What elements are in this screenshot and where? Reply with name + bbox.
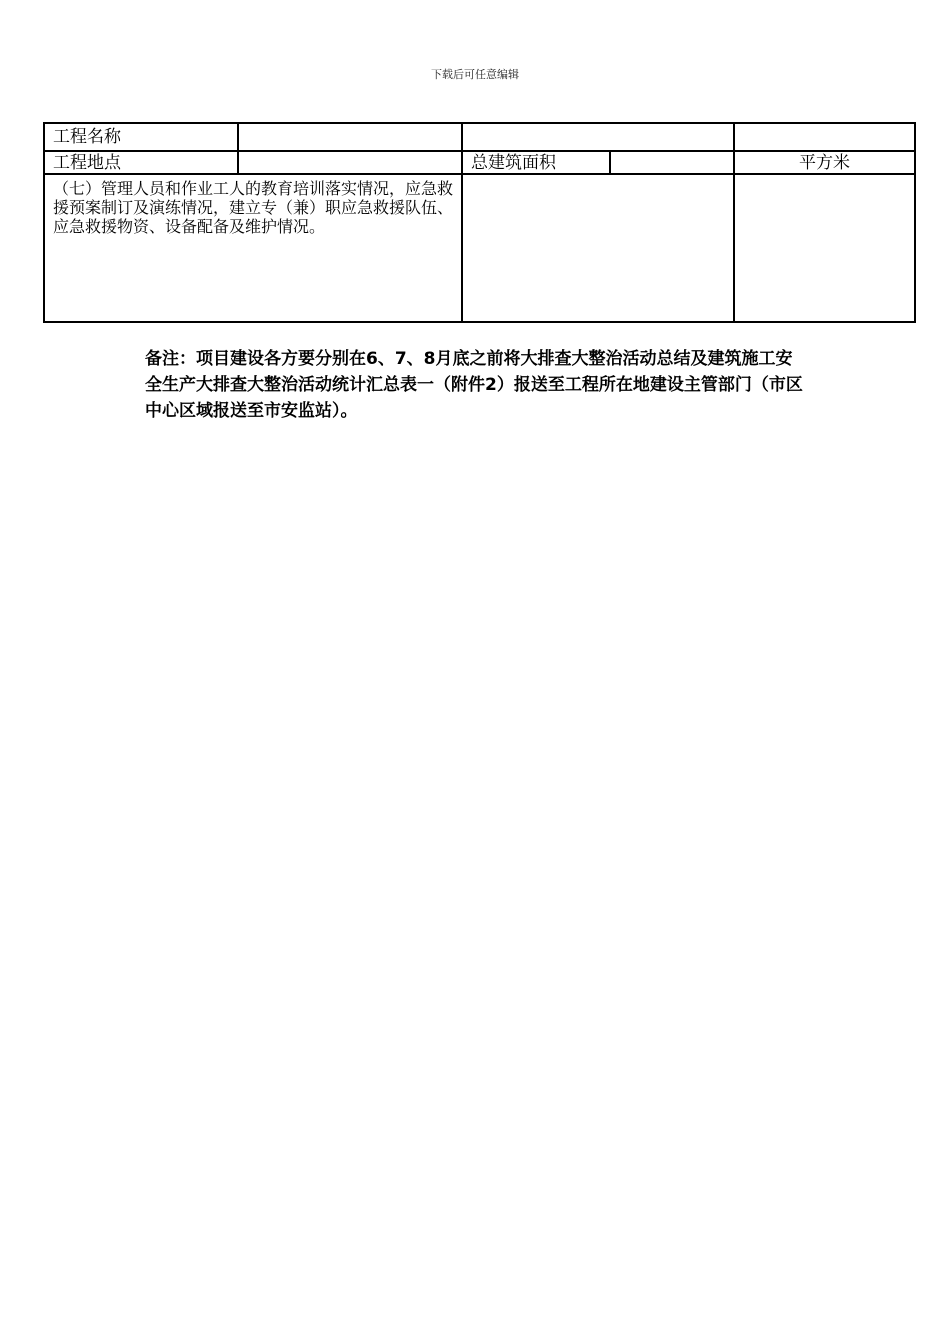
project-info-table: [43, 122, 916, 323]
project-location-value[interactable]: [238, 151, 462, 174]
table-row: [44, 123, 915, 151]
page-header-note: 下载后可任意编辑: [431, 68, 519, 81]
table-row: [44, 151, 915, 174]
item7-text: （七）管理人员和作业工人的教育培训落实情况，应急救援预案制订及演练情况，建立专（兼）职应急救援队伍、应急救援物资、设备配备及维护情况。: [53, 179, 454, 236]
project-location-label: 工程地点: [44, 151, 238, 174]
project-name-label: 工程名称: [44, 123, 238, 151]
remark-note: 备注：项目建设各方要分别在6、7、8月底之前将大排查大整治活动总结及建筑施工安全生产大排查大整治活动统计汇总表一（附件2）报送至工程所在地建设主管部门（市区中心区域报送至市安监站）。: [145, 349, 803, 421]
item7-col2-cell[interactable]: [462, 174, 734, 322]
total-area-label: 总建筑面积: [462, 151, 610, 174]
row1-col3-cell[interactable]: [462, 123, 734, 151]
table-row: [44, 174, 915, 322]
total-area-value[interactable]: [610, 151, 734, 174]
project-name-value[interactable]: [238, 123, 462, 151]
area-unit-label: 平方米: [734, 151, 915, 174]
item7-description: [44, 174, 462, 322]
item7-col3-cell[interactable]: [734, 174, 915, 322]
row1-col4-cell[interactable]: [734, 123, 915, 151]
